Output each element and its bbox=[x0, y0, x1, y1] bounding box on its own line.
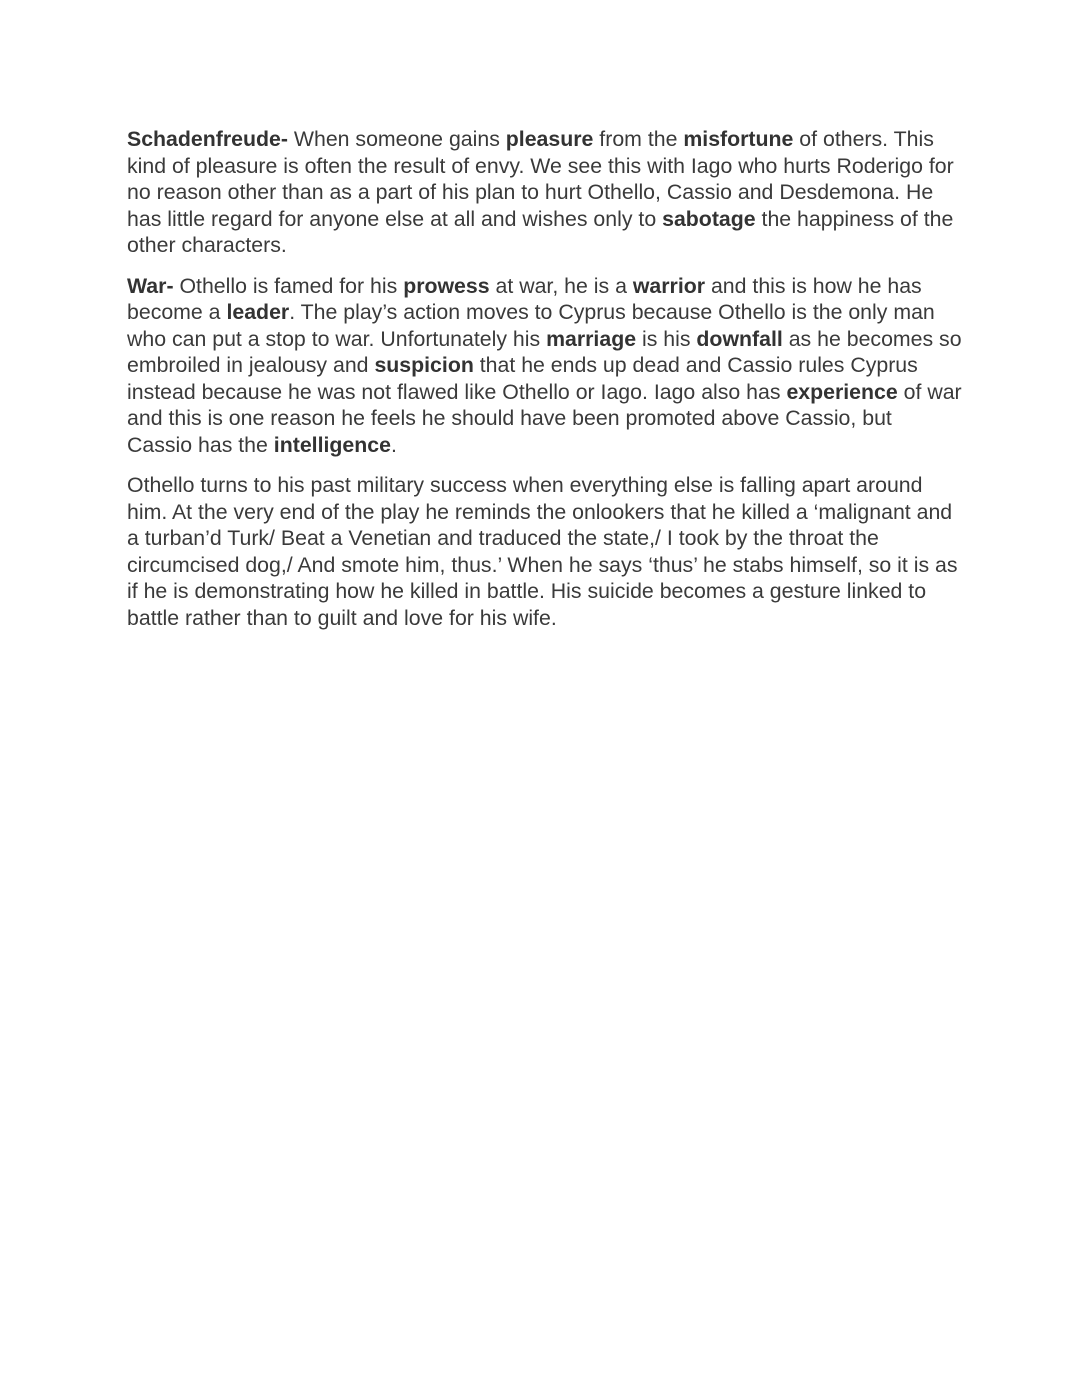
bold-term: sabotage bbox=[662, 206, 756, 231]
bold-term: Schadenfreude- bbox=[127, 127, 288, 151]
text-run: Othello turns to his past military success when everything else is falling apart around him. At the very end of the play he reminds the onlookers that he killed a ‘malignant and a turban’d Turk/ Beat a Venetian and traduced the state,/ I took by the throat the circumcised dog,/ And smote him, thus.’ When he says ‘thus’ he stabs himself, so it is as if he is demonstrating how he killed in battle. His suicide becomes a gesture linked to battle rather than to guilt and love for his wife. bbox=[127, 473, 958, 630]
bold-term: experience bbox=[786, 379, 898, 404]
text-run: at war, he is a bbox=[489, 273, 633, 298]
bold-term: leader bbox=[226, 300, 290, 324]
text-run: the happiness of the other characters. bbox=[127, 206, 954, 257]
bold-term: prowess bbox=[403, 273, 490, 298]
bold-term: warrior bbox=[632, 273, 706, 298]
text-run: from the bbox=[593, 127, 684, 151]
bold-term: War- bbox=[127, 273, 174, 298]
text-run: and this is how he has become a bbox=[127, 273, 922, 324]
text-run: is his bbox=[636, 326, 697, 351]
paragraph-military-success bbox=[127, 472, 962, 631]
text-run: . bbox=[390, 432, 397, 457]
bold-term: downfall bbox=[696, 326, 783, 351]
document-body bbox=[127, 126, 962, 645]
text-run: as he becomes so embroiled in jealousy and bbox=[127, 326, 962, 377]
bold-term: intelligence bbox=[273, 432, 391, 457]
text-run: When someone gains bbox=[287, 127, 506, 151]
text-run: Othello is famed for his bbox=[173, 273, 404, 298]
paragraph-schadenfreude bbox=[127, 126, 962, 259]
text-run: of war and this is one reason he feels he should have been promoted above Cassio, but Cassio has the bbox=[127, 379, 962, 457]
bold-term: misfortune bbox=[683, 127, 794, 151]
text-run: of others. This kind of pleasure is often the result of envy. We see this with Iago who hurts Roderigo for no reason other than as a part of his plan to hurt Othello, Cassio and Desdemona. He has little regard for anyone else at all and wishes only to bbox=[127, 127, 954, 231]
text-run: . The play’s action moves to Cyprus because Othello is the only man who can put a stop to war. Unfortunately his bbox=[127, 300, 935, 351]
bold-term: marriage bbox=[546, 326, 637, 351]
paragraph-war bbox=[127, 273, 962, 459]
bold-term: pleasure bbox=[505, 127, 594, 151]
bold-term: suspicion bbox=[374, 353, 474, 377]
text-run: that he ends up dead and Cassio rules Cyprus instead because he was not flawed like Othello or Iago. Iago also has bbox=[127, 353, 918, 404]
